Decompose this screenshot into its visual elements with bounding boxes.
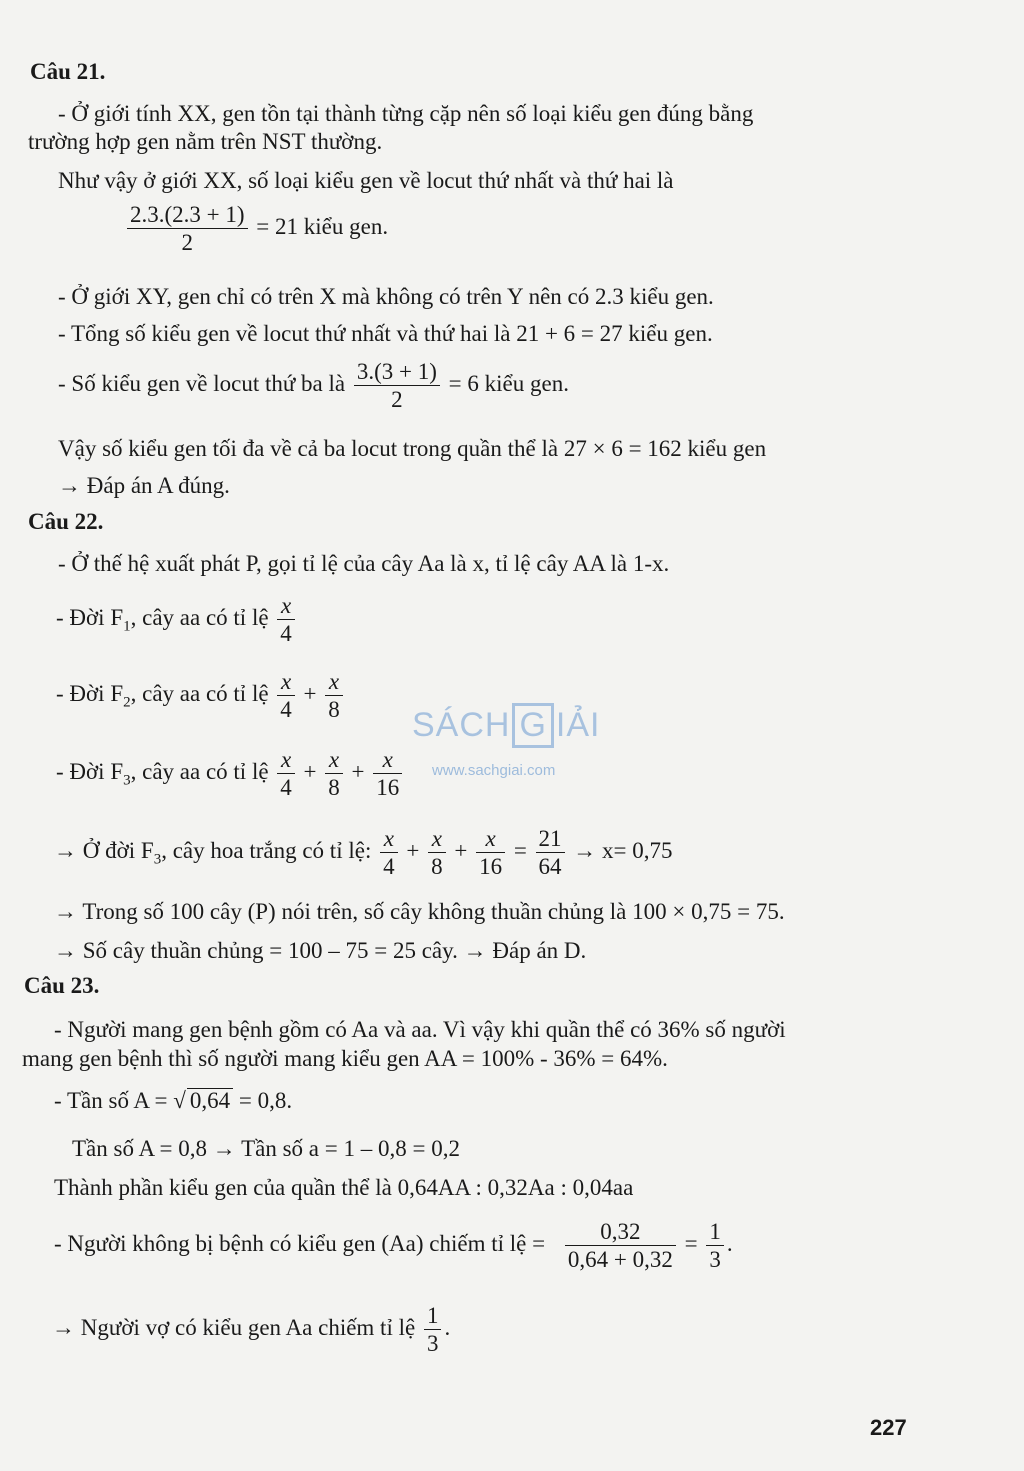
q21-line-5: - Tổng số kiểu gen về locut thứ nhất và thứ hai là 21 + 6 = 27 kiểu gen. xyxy=(58,321,713,346)
fraction: $\frac{1}{3}$ xyxy=(706,1218,724,1273)
q21-line-2: trường hợp gen nằm trên NST thường. xyxy=(28,129,383,154)
q21-line-7: Vậy số kiểu gen tối đa về cả ba locut trong quần thể là 27 × 6 = 162 kiểu gen xyxy=(58,436,767,461)
q23-line-2: mang gen bệnh thì số người mang kiểu gen AA = 100% - 36% = 64%. xyxy=(22,1046,668,1071)
fraction: $\frac{x}{16}$ xyxy=(476,825,505,880)
q21-line-3: Như vậy ở giới XX, số loại kiểu gen về locut thứ nhất và thứ hai là xyxy=(58,168,674,193)
question-21-title: Câu 21. xyxy=(30,59,106,84)
q22-line-1: - Ở thế hệ xuất phát P, gọi tỉ lệ của cây Aa là x, tỉ lệ cây AA là 1-x. xyxy=(58,551,670,576)
fraction: $\frac{2.3.(2.3 + 1)}{2}$ xyxy=(127,201,248,256)
q23-line-7: → Người vợ có kiểu gen Aa chiếm tỉ lệ $\frac{1}{3}$ . xyxy=(52,1303,451,1356)
fraction: $\frac{x}{8}$ xyxy=(428,825,446,880)
q22-line-6: → Trong số 100 cây (P) nói trên, số cây không thuần chủng là 100 × 0,75 = 75. xyxy=(54,899,785,924)
fraction: $\frac{x}{16}$ xyxy=(373,746,402,801)
fraction: $\frac{x}{4}$ xyxy=(277,746,295,801)
q21-line-6: - Số kiểu gen về locut thứ ba là $\frac{3.(3 + 1)}{2}$ = 6 kiểu gen. xyxy=(58,359,569,412)
q23-line-4: Tần số A = 0,8 → Tần số a = 1 – 0,8 = 0,2 xyxy=(72,1136,460,1161)
question-23-title: Câu 23. xyxy=(24,973,100,998)
q22-line-7: → Số cây thuần chủng = 100 – 75 = 25 cây. → Đáp án D. xyxy=(54,938,587,963)
fraction: $\frac{3.(3 + 1)}{2}$ xyxy=(354,358,440,413)
fraction: $\frac{21}{64}$ xyxy=(536,825,565,880)
q21-formula-1: $\frac{2.3.(2.3 + 1)}{2}$ = 21 kiểu gen. xyxy=(124,201,388,256)
q21-answer: → Đáp án A đúng. xyxy=(58,473,230,498)
fraction: $\frac{x}{8}$ xyxy=(325,668,343,723)
q23-line-6: - Người không bị bệnh có kiểu gen (Aa) chiếm tỉ lệ = $\frac{0,32}{0,64 + 0,32}$ = $\frac{1}{3}$ . xyxy=(54,1219,733,1272)
fraction: $\frac{0,32}{0,64 + 0,32}$ xyxy=(565,1218,676,1273)
q23-line-3: - Tần số A = √ 0,64 = 0,8. xyxy=(54,1088,293,1113)
question-22-title: Câu 22. xyxy=(28,509,104,534)
watermark-logo: SÁCH G IẢI xyxy=(412,703,601,748)
q23-line-5: Thành phần kiểu gen của quần thể là 0,64AA : 0,32Aa : 0,04aa xyxy=(54,1175,634,1200)
q22-line-5: → Ở đời $F_3$, cây hoa trắng có tỉ lệ: $\frac{x}{4}$ + $\frac{x}{8}$ + $\frac{x}{16}$ = $\frac{21}{64}$ → x= 0,75 xyxy=(54,826,673,879)
q21-line-1: - Ở giới tính XX, gen tồn tại thành từng cặp nên số loại kiểu gen đúng bằng xyxy=(58,101,754,126)
q22-f3: - Đời $F_3$, cây aa có tỉ lệ $\frac{x}{4}$ + $\frac{x}{8}$ + $\frac{x}{16}$ xyxy=(56,746,405,801)
fraction: $\frac{x}{4}$ xyxy=(277,592,295,647)
fraction: $\frac{1}{3}$ xyxy=(424,1302,442,1357)
fraction: $\frac{x}{4}$ xyxy=(380,825,398,880)
watermark-url: www.sachgiai.com xyxy=(432,762,556,779)
q22-f2: - Đời $F_2$, cây aa có tỉ lệ $\frac{x}{4}$ + $\frac{x}{8}$ xyxy=(56,668,346,723)
page-number: 227 xyxy=(870,1415,907,1440)
fraction: $\frac{x}{8}$ xyxy=(325,746,343,801)
q23-line-1: - Người mang gen bệnh gồm có Aa và aa. Vì vậy khi quần thể có 36% số người xyxy=(54,1017,786,1042)
q22-f1: - Đời $F_1$, cây aa có tỉ lệ $\frac{x}{4}$ xyxy=(56,592,298,647)
q21-line-4: - Ở giới XY, gen chỉ có trên X mà không có trên Y nên có 2.3 kiểu gen. xyxy=(58,284,714,309)
fraction: $\frac{x}{4}$ xyxy=(277,668,295,723)
